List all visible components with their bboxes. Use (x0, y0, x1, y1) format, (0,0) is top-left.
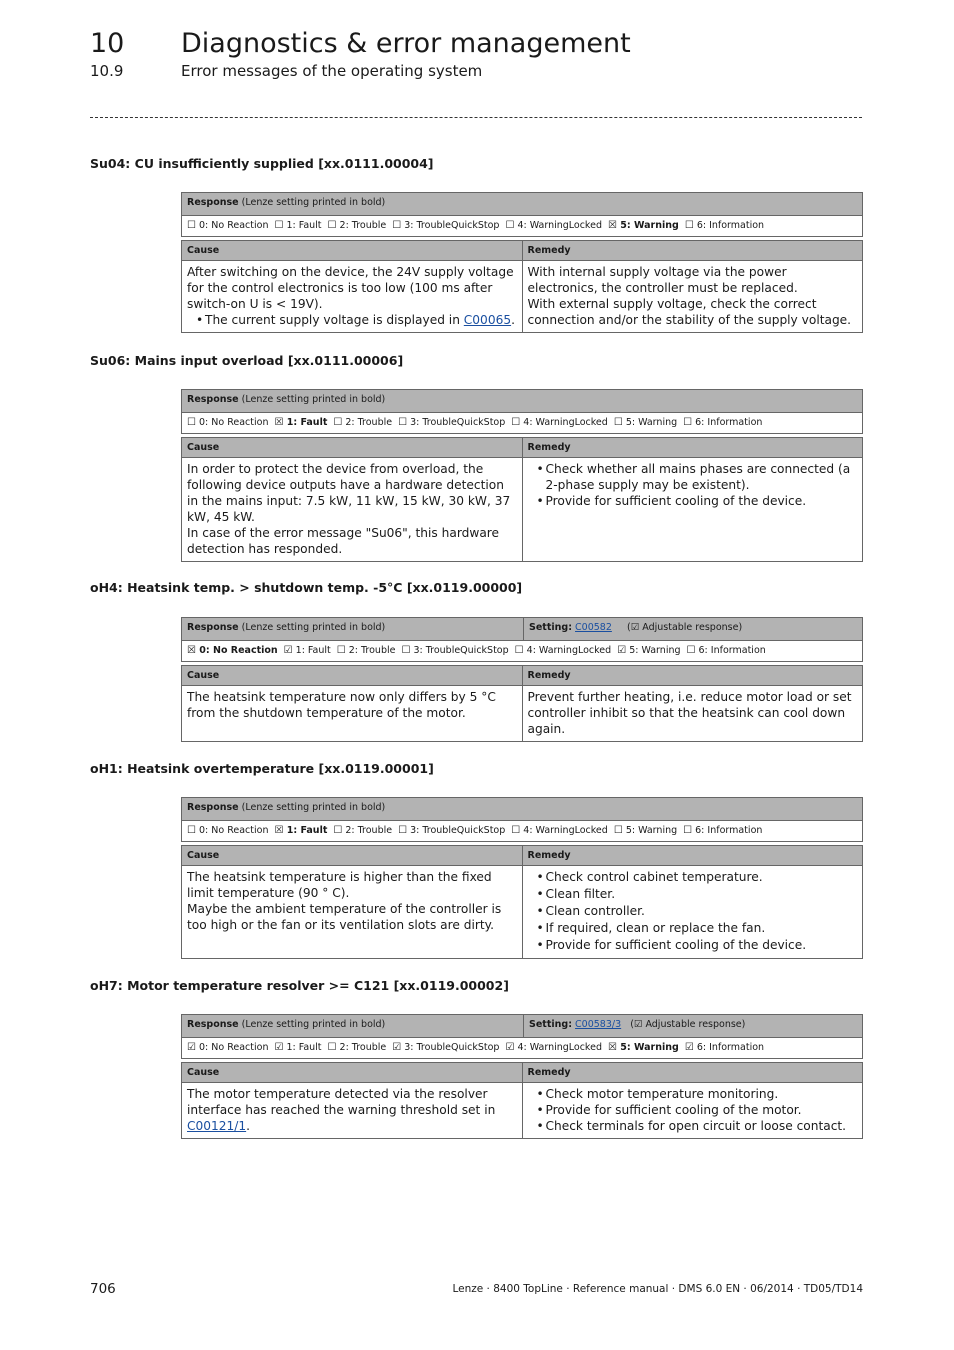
response-option-label: 3: TroubleQuickStop (413, 645, 509, 656)
response-option-label: 6: Information (695, 417, 763, 428)
cause-remedy-table-oh7 (181, 1062, 863, 1139)
cause-text: The heatsink temperature now only differs by 5 °C from the shutdown temperature of the motor. (187, 690, 496, 720)
response-option-label: 1: Fault (286, 417, 328, 428)
response-header: Response (Lenze setting printed in bold) (182, 618, 524, 641)
cause-text: The heatsink temperature is higher than the fixed limit temperature (90 ° C). (187, 870, 492, 900)
response-option (337, 645, 396, 656)
checkbox-icon: ☐ (392, 220, 402, 231)
checkbox-icon: ☐ (511, 825, 521, 836)
response-option-label: 5: Warning (625, 825, 678, 836)
response-option (505, 220, 602, 231)
remedy-cell (522, 866, 863, 959)
response-option-label: 1: Fault (295, 645, 331, 656)
parameter-link[interactable]: C00065 (463, 313, 512, 327)
response-option (683, 825, 762, 836)
response-option-label: 5: Warning (625, 417, 678, 428)
response-option-label: 3: TroubleQuickStop (404, 220, 500, 231)
checkbox-icon: ☐ (336, 645, 346, 656)
response-option (187, 645, 278, 656)
response-option-label: 6: Information (696, 220, 765, 231)
response-option-label: 5: Warning (620, 1042, 679, 1053)
checkbox-icon: ☐ (686, 645, 696, 656)
parameter-link[interactable]: C00121/1 (187, 1119, 247, 1133)
response-option (274, 1042, 321, 1053)
setting-link[interactable]: C00583/3 (575, 1019, 622, 1030)
checkbox-icon: ☐ (613, 417, 623, 428)
remedy-text: With external supply voltage, check the correct connection and/or the stability of the supply voltage. (527, 297, 852, 327)
remedy-cell (522, 261, 863, 333)
checkbox-icon: ☑ (274, 1042, 284, 1053)
remedy-cell (522, 458, 863, 562)
checkbox-icon: ☒ (274, 825, 284, 836)
remedy-text: Prevent further heating, i.e. reduce motor load or set controller inhibit so that the heatsink can cool down again. (527, 690, 852, 736)
cause-remedy-table-su06 (181, 437, 863, 562)
checkbox-icon: ☑ (392, 1042, 402, 1053)
response-option (398, 825, 505, 836)
footer-text: Lenze · 8400 TopLine · Reference manual · DMS 6.0 EN · 06/2014 · TD05/TD14 (452, 1283, 863, 1295)
response-option (683, 417, 762, 428)
response-option (401, 645, 508, 656)
checkbox-icon: ☑ (505, 1042, 515, 1053)
section-title: Error messages of the operating system (181, 62, 483, 80)
response-option-label: 4: WarningLocked (523, 417, 608, 428)
response-option (505, 1042, 602, 1053)
cause-text: In order to protect the device from overload, the following device outputs have a hardware detection in the mains input: 7.5 kW, 11 kW, 15 kW, 30 kW, 37 kW, 45 kW. (187, 462, 511, 524)
response-option-label: 2: Trouble (339, 1042, 387, 1053)
cause-cell (182, 261, 523, 333)
response-option-label: 6: Information (698, 645, 766, 656)
cause-cell (182, 1083, 523, 1139)
response-header: Response (Lenze setting printed in bold) (182, 1015, 524, 1038)
response-option-label: 2: Trouble (339, 220, 387, 231)
checkbox-icon: ☒ (187, 645, 196, 656)
response-option-label: 4: WarningLocked (526, 645, 612, 656)
response-option-label: 1: Fault (286, 1042, 322, 1053)
cause-text: After switching on the device, the 24V supply voltage for the control electronics is too low (100 ms after switch-on U is < 19V). (187, 265, 514, 311)
response-option-label: 0: No Reaction (199, 1042, 269, 1053)
remedy-header: Remedy (522, 1063, 863, 1083)
response-option-label: 3: TroubleQuickStop (404, 1042, 500, 1053)
remedy-header: Remedy (522, 438, 863, 458)
remedy-bullet: • Check motor temperature monitoring. (546, 1086, 858, 1102)
response-option (187, 1042, 268, 1053)
response-option (328, 1042, 387, 1053)
remedy-bullet: • If required, clean or replace the fan. (546, 920, 858, 937)
remedy-bullet: • Provide for sufficient cooling of the device. (546, 493, 858, 509)
response-option-label: 2: Trouble (345, 417, 393, 428)
cause-header: Cause (182, 241, 523, 261)
error-heading-oh4: oH4: Heatsink temp. > shutdown temp. -5°C [xx.0119.00000] (90, 580, 523, 595)
checkbox-icon: ☑ (187, 1042, 196, 1053)
cause-remedy-table-su04 (181, 240, 863, 333)
response-option-label: 0: No Reaction (199, 220, 269, 231)
response-options (182, 216, 863, 237)
remedy-bullet: • Check control cabinet temperature. (546, 869, 858, 886)
page-number: 706 (90, 1281, 116, 1297)
response-options (182, 821, 863, 842)
response-table-oh4 (181, 617, 863, 662)
checkbox-icon: ☐ (684, 220, 694, 231)
section-number: 10.9 (90, 62, 124, 80)
cause-header: Cause (182, 438, 523, 458)
response-option-label: 0: No Reaction (199, 645, 278, 656)
response-option-label: 4: WarningLocked (517, 1042, 602, 1053)
checkbox-icon: ☐ (187, 417, 196, 428)
response-option (398, 417, 505, 428)
cause-cell (182, 866, 523, 959)
remedy-bullet: • Check whether all mains phases are connected (a 2-phase supply may be existent). (546, 461, 858, 493)
remedy-text: With internal supply voltage via the power electronics, the controller must be replaced. (527, 265, 798, 295)
cause-header: Cause (182, 846, 523, 866)
response-option (333, 825, 392, 836)
response-option (274, 220, 321, 231)
response-option (328, 220, 387, 231)
response-option-label: 4: WarningLocked (523, 825, 608, 836)
checkbox-icon: ☐ (398, 825, 408, 836)
response-option (515, 645, 612, 656)
response-option-label: 5: Warning (620, 220, 679, 231)
checkbox-icon: ☑ (684, 1042, 694, 1053)
checkbox-icon: ☐ (683, 417, 693, 428)
checkbox-icon: ☑ (617, 645, 627, 656)
response-option (614, 417, 677, 428)
response-options (182, 1038, 863, 1059)
cause-text: In case of the error message "Su06", this hardware detection has responded. (187, 526, 500, 556)
response-option-label: 2: Trouble (345, 825, 393, 836)
response-options (182, 413, 863, 434)
checkbox-icon: ☐ (613, 825, 623, 836)
checkbox-icon: ☐ (401, 645, 411, 656)
error-heading-oh1: oH1: Heatsink overtemperature [xx.0119.00001] (90, 761, 434, 776)
error-heading-su04: Su04: CU insufficiently supplied [xx.0111.00004] (90, 156, 434, 171)
checkbox-icon: ☐ (327, 220, 337, 231)
response-option (187, 825, 268, 836)
response-option (687, 645, 766, 656)
response-option-label: 3: TroubleQuickStop (410, 417, 506, 428)
checkbox-icon: ☒ (607, 220, 617, 231)
checkbox-icon: ☐ (505, 220, 515, 231)
response-option-label: 6: Information (696, 1042, 765, 1053)
cause-text: The motor temperature detected via the resolver interface has reached the warning threshold set in C00121/1. (187, 1087, 496, 1133)
response-option-label: 0: No Reaction (199, 417, 269, 428)
checkbox-icon: ☐ (511, 417, 521, 428)
checkbox-icon: ☒ (274, 417, 284, 428)
response-table-su06 (181, 389, 863, 434)
response-option-label: 5: Warning (629, 645, 681, 656)
remedy-bullet: • Clean controller. (546, 903, 858, 920)
response-option (333, 417, 392, 428)
cause-remedy-table-oh4 (181, 665, 863, 742)
response-option (685, 1042, 764, 1053)
setting-link[interactable]: C00582 (575, 622, 612, 633)
cause-remedy-table-oh1 (181, 845, 863, 959)
response-option (284, 645, 331, 656)
response-option (274, 417, 327, 428)
checkbox-icon: ☐ (333, 825, 343, 836)
response-header: Response (Lenze setting printed in bold) (182, 798, 863, 821)
remedy-cell (522, 686, 863, 742)
response-option (187, 417, 268, 428)
response-option-label: 4: WarningLocked (517, 220, 602, 231)
response-option-label: 2: Trouble (348, 645, 396, 656)
response-option (608, 1042, 679, 1053)
response-option (608, 220, 679, 231)
chapter-number: 10 (90, 28, 125, 59)
response-option (187, 220, 268, 231)
checkbox-icon: ☐ (514, 645, 524, 656)
response-option (617, 645, 680, 656)
response-header: Response (Lenze setting printed in bold) (182, 390, 863, 413)
checkbox-icon: ☐ (683, 825, 693, 836)
error-heading-oh7: oH7: Motor temperature resolver >= C121 [xx.0119.00002] (90, 978, 509, 993)
remedy-cell (522, 1083, 863, 1139)
remedy-bullet: • Provide for sufficient cooling of the motor. (546, 1102, 858, 1118)
response-option (685, 220, 764, 231)
checkbox-icon: ☐ (327, 1042, 337, 1053)
checkbox-icon: ☑ (283, 645, 293, 656)
cause-header: Cause (182, 1063, 523, 1083)
cause-text: Maybe the ambient temperature of the controller is too high or the fan or its ventilation slots are dirty. (187, 902, 502, 932)
response-option-label: 3: TroubleQuickStop (410, 825, 506, 836)
checkbox-icon: ☐ (398, 417, 408, 428)
checkbox-icon: ☐ (274, 220, 284, 231)
setting-header: Setting: C00582 (☑ Adjustable response) (524, 618, 863, 641)
cause-cell (182, 686, 523, 742)
response-option (511, 417, 608, 428)
checkbox-icon: ☒ (607, 1042, 617, 1053)
response-option (511, 825, 608, 836)
remedy-bullet: • Clean filter. (546, 886, 858, 903)
cause-bullet: • The current supply voltage is displayed in C00065. (205, 312, 517, 328)
remedy-bullet: • Check terminals for open circuit or loose contact. (546, 1118, 858, 1134)
response-option-label: 0: No Reaction (199, 825, 269, 836)
response-header: Response (Lenze setting printed in bold) (182, 193, 863, 216)
response-option-label: 6: Information (695, 825, 763, 836)
checkbox-icon: ☐ (333, 417, 343, 428)
cause-header: Cause (182, 666, 523, 686)
response-option (392, 220, 499, 231)
response-option-label: 1: Fault (286, 220, 322, 231)
response-table-oh7 (181, 1014, 863, 1059)
chapter-title: Diagnostics & error management (181, 28, 631, 59)
setting-header: Setting: C00583/3 (☑ Adjustable response) (524, 1015, 863, 1038)
response-option (392, 1042, 499, 1053)
remedy-header: Remedy (522, 666, 863, 686)
response-option (274, 825, 327, 836)
response-table-oh1 (181, 797, 863, 842)
checkbox-icon: ☐ (187, 220, 196, 231)
checkbox-icon: ☐ (187, 825, 196, 836)
remedy-header: Remedy (522, 241, 863, 261)
cause-cell (182, 458, 523, 562)
remedy-bullet: • Provide for sufficient cooling of the device. (546, 937, 858, 954)
response-option (614, 825, 677, 836)
header-divider (90, 117, 862, 118)
error-heading-su06: Su06: Mains input overload [xx.0111.00006] (90, 353, 404, 368)
remedy-header: Remedy (522, 846, 863, 866)
response-options (182, 641, 863, 662)
response-table-su04 (181, 192, 863, 237)
response-option-label: 1: Fault (286, 825, 328, 836)
